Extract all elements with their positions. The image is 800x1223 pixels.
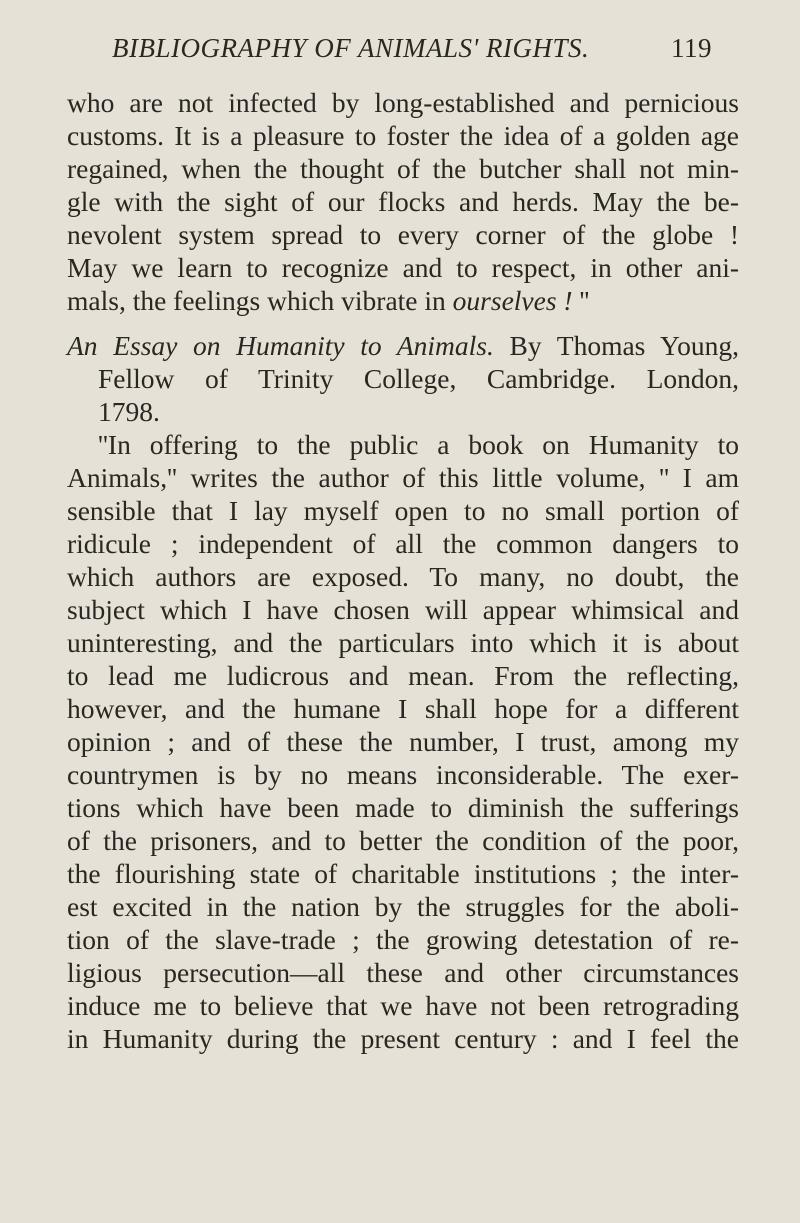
text-line: ligious persecution—all these and other circumstances: [67, 957, 739, 988]
text-fragment: mals, the feelings which vibrate in: [67, 285, 446, 316]
text-line: regained, when the thought of the butcher shall not min-: [67, 153, 739, 184]
page-header: [112, 33, 712, 73]
text-line: uninteresting, and the particulars into which it is about: [67, 627, 739, 658]
text-line: customs. It is a pleasure to foster the idea of a golden age: [67, 120, 739, 151]
text-line: sensible that I lay myself open to no small portion of: [67, 495, 739, 526]
entry-line: [67, 329, 739, 362]
text-line: of the prisoners, and to better the condition of the poor,: [67, 825, 739, 856]
text-line: in Humanity during the present century : and I feel the: [67, 1023, 739, 1054]
entry-year: 1798.: [98, 396, 160, 427]
text-line: however, and the humane I shall hope for a different: [67, 693, 739, 724]
text-line: ridicule ; independent of all the common dangers to: [67, 528, 739, 559]
text-line: Animals,'' writes the author of this little volume, '' I am: [67, 462, 739, 493]
text-line: to lead me ludicrous and mean. From the reflecting,: [67, 660, 739, 691]
bibliography-entry: [67, 329, 739, 428]
text-line: opinion ; and of these the number, I trust, among my: [67, 726, 739, 757]
text-line: nevolent system spread to every corner of the globe !: [67, 219, 739, 250]
entry-title: An Essay on Humanity to Animals.: [67, 330, 494, 361]
text-line: which authors are exposed. To many, no doubt, the: [67, 561, 739, 592]
entry-line: Fellow of Trinity College, Cambridge. London,: [98, 363, 739, 394]
text-line: ''In offering to the public a book on Humanity to: [98, 429, 739, 460]
text-line: May we learn to recognize and to respect, in other ani-: [67, 252, 739, 283]
emphasis-text: ourselves !: [452, 285, 573, 316]
text-line: gle with the sight of our flocks and herds. May the be-: [67, 186, 739, 217]
text-line: countrymen is by no means inconsiderable. The exer-: [67, 759, 739, 790]
closing-quote: '': [572, 285, 590, 316]
body-text: [67, 86, 739, 1055]
text-line: est excited in the nation by the struggles for the aboli-: [67, 891, 739, 922]
text-line: tion of the slave-trade ; the growing detestation of re-: [67, 924, 739, 955]
entry-author: By Thomas Young,: [493, 330, 740, 361]
text-line: induce me to believe that we have not been retrograding: [67, 990, 739, 1021]
paragraph-quotation: [67, 428, 739, 1055]
page-number: 119: [671, 33, 712, 63]
text-line: subject which I have chosen will appear whimsical and: [67, 594, 739, 625]
text-line: tions which have been made to diminish the sufferings: [67, 792, 739, 823]
running-title: BIBLIOGRAPHY OF ANIMALS' RIGHTS.: [112, 33, 590, 63]
text-line: the flourishing state of charitable institutions ; the inter-: [67, 858, 739, 889]
text-line: who are not infected by long-established and pernicious: [67, 87, 739, 118]
spacer: [67, 317, 739, 329]
paragraph-quote-ending: [67, 86, 739, 317]
text-line: [67, 284, 739, 317]
